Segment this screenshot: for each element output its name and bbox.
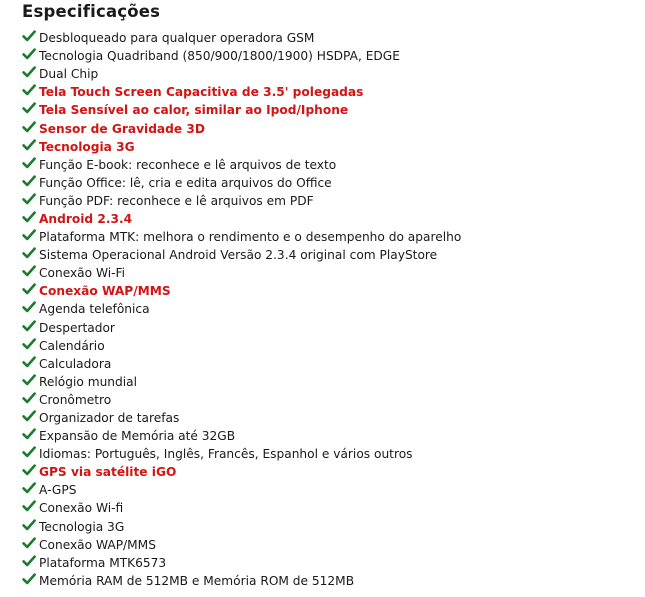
spec-item [22, 300, 461, 318]
spec-item [22, 119, 461, 137]
spec-text: Sistema Operacional Android Versão 2.3.4 original com PlayStore [39, 248, 438, 263]
spec-item [22, 319, 461, 337]
spec-item [22, 536, 461, 554]
checkmark-icon [22, 572, 39, 590]
spec-item [22, 29, 461, 47]
spec-item [22, 83, 461, 101]
checkmark-icon [22, 409, 39, 427]
spec-item [22, 409, 461, 427]
spec-item [22, 101, 461, 119]
spec-item [22, 65, 461, 83]
spec-text: Plataforma MTK: melhora o rendimento e o desempenho do aparelho [39, 230, 462, 245]
checkmark-icon [22, 391, 39, 409]
spec-item [22, 174, 461, 192]
checkmark-icon [22, 83, 39, 101]
checkmark-icon [22, 246, 39, 264]
checkmark-icon [22, 319, 39, 337]
spec-item [22, 373, 461, 391]
checkmark-icon [22, 264, 39, 282]
spec-text: Tecnologia 3G [39, 519, 125, 534]
checkmark-icon [22, 554, 39, 572]
spec-item [22, 499, 461, 517]
checkmark-icon [22, 120, 39, 138]
spec-text: Função Office: lê, cria e edita arquivos do Office [39, 175, 332, 190]
checkmark-icon [22, 138, 39, 156]
spec-text: Calculadora [39, 356, 112, 371]
checkmark-icon [22, 499, 39, 517]
spec-item [22, 282, 461, 300]
spec-item [22, 427, 461, 445]
spec-text: Plataforma MTK6573 [39, 555, 167, 570]
checkmark-icon [22, 65, 39, 83]
spec-text: Tela Touch Screen Capacitiva de 3.5' polegadas [39, 85, 364, 100]
checkmark-icon [22, 300, 39, 318]
checkmark-icon [22, 174, 39, 192]
checkmark-icon [22, 536, 39, 554]
spec-text: Android 2.3.4 [39, 211, 133, 226]
spec-item [22, 554, 461, 572]
spec-item [22, 445, 461, 463]
spec-text: Idiomas: Português, Inglês, Francês, Espanhol e vários outros [39, 447, 413, 462]
spec-text: Sensor de Gravidade 3D [39, 121, 205, 136]
spec-text: Tela Sensível ao calor, similar ao Ipod/Iphone [39, 103, 349, 118]
spec-text: A-GPS [39, 483, 77, 498]
checkmark-icon [22, 427, 39, 445]
checkmark-icon [22, 101, 39, 119]
spec-text: Dual Chip [39, 67, 99, 82]
spec-item [22, 481, 461, 499]
checkmark-icon [22, 47, 39, 65]
checkmark-icon [22, 29, 39, 47]
spec-item [22, 463, 461, 481]
spec-item [22, 337, 461, 355]
checkmark-icon [22, 355, 39, 373]
spec-item [22, 355, 461, 373]
spec-text: Relógio mundial [39, 374, 138, 389]
spec-text: Agenda telefônica [39, 302, 150, 317]
spec-item [22, 138, 461, 156]
spec-item [22, 264, 461, 282]
spec-text: Conexão Wi-Fi [39, 266, 126, 281]
checkmark-icon [22, 337, 39, 355]
spec-text: Função E-book: reconhece e lê arquivos de texto [39, 157, 337, 172]
spec-item [22, 391, 461, 409]
checkmark-icon [22, 481, 39, 499]
spec-item [22, 156, 461, 174]
specs-heading: Especificações [22, 2, 161, 21]
checkmark-icon [22, 228, 39, 246]
spec-text: Despertador [39, 320, 115, 335]
spec-item [22, 572, 461, 590]
spec-item [22, 47, 461, 65]
spec-text: GPS via satélite iGO [39, 465, 177, 480]
spec-text: Cronômetro [39, 392, 112, 407]
spec-text: Desbloqueado para qualquer operadora GSM [39, 31, 315, 46]
spec-text: Função PDF: reconhece e lê arquivos em PDF [39, 193, 314, 208]
spec-text: Conexão Wi-fi [39, 501, 124, 516]
spec-text: Memória RAM de 512MB e Memória ROM de 512MB [39, 573, 355, 588]
checkmark-icon [22, 463, 39, 481]
checkmark-icon [22, 192, 39, 210]
spec-text: Organizador de tarefas [39, 411, 180, 426]
spec-item [22, 228, 461, 246]
checkmark-icon [22, 282, 39, 300]
spec-text: Expansão de Memória até 32GB [39, 429, 236, 444]
spec-text: Calendário [39, 338, 105, 353]
spec-item [22, 246, 461, 264]
spec-item [22, 210, 461, 228]
spec-text: Conexão WAP/MMS [39, 284, 171, 299]
specs-list [22, 29, 461, 590]
checkmark-icon [22, 445, 39, 463]
checkmark-icon [22, 373, 39, 391]
spec-text: Conexão WAP/MMS [39, 537, 156, 552]
checkmark-icon [22, 210, 39, 228]
spec-text: Tecnologia Quadriband (850/900/1800/1900) HSDPA, EDGE [39, 49, 400, 64]
spec-item [22, 192, 461, 210]
spec-item [22, 518, 461, 536]
spec-text: Tecnologia 3G [39, 139, 135, 154]
checkmark-icon [22, 518, 39, 536]
checkmark-icon [22, 156, 39, 174]
